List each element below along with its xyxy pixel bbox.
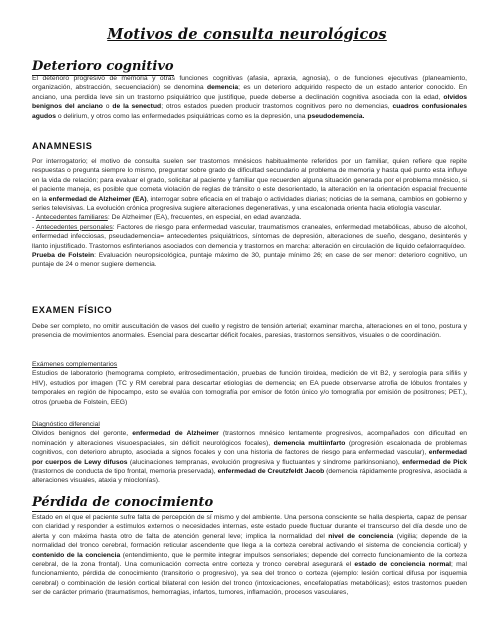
perdida-paragraph: Estado en el que el paciente sufre falta de percepción de sí mismo y del ambiente. Una persona consciente se halla despierta, capaz de pensar con claridad y responder a estímulos externos o necesidades internas, este estado puede fluctuar durante el transcurso del día desde uno de alerta y con máxima hasta otro de falta de atención general leve; implica la normalidad del nivel de conciencia (vigilia; depende de la normalidad del tronco cerebral, formación reticular ascendente que llega a la corteza cerebral activando el sistema de conciencia cortical) y contenido de la conciencia (entendimiento, que le permite integrar impulsos sensoriales; depende del correcto funcionamiento de la corteza cerebral, de la zona frontal). Una comunicación correcta entre corteza y tronco cerebral asegurará el estado de conciencia normal; mal funcionamiento, pérdida de conocimiento (transitorio o progresivo), ya sea del tronco o corteza (ejemplo: lesión cortical difusa por isquemia cerebral) o combinación de lesión cortical bilateral con lesión del tronco (intoxicaciones, encefalopatías metabólicas); estos trastornos pueden ser de carácter primario (traumatismos, hemorragias, infartos, tumores, inflamación, procesos vasculares, [32, 514, 467, 597]
complementarios-heading: Exámenes complementarios [32, 361, 118, 368]
examen-body [32, 322, 467, 341]
deterioro-paragraph: El deterioro progresivo de memoria y otras funciones cognitivas (afasia, apraxia, agnosia), o de funciones ejecutivas (planeamiento, organización, abstracción, secuenciación) se denomina demencia; es un deterioro adquirido respecto de un estado anterior conocido. En anciano, una perdida leve sin un trastorno psiquiátrico que justifique, puede deberse a declinación cognitiva asociada con la edad, olvidos benignos del anciano o de la senectud; otros estados pueden producir trastornos cognitivos pero no demencias, cuadros confusionales agudos o delirium, y otros como las enfermedades psiquiátricas como es la depresión, una pseudodemencia. [32, 75, 467, 120]
anamnesis-paragraph: Por interrogatorio; el motivo de consulta suelen ser trastornos mnésicos habitualmente referidos por un familiar, quien refiere que repite respuestas o pregunta siempre lo mismo, preguntar sobre grado de dificultad secundario al problema de memoria y hasta qué punto esta influye en la vida de relación; para evaluar el grado, solicitar al paciente y familiar que recuerden alguna situación generada por el problema mnésico, si el paciente maneja, es posible que cometa violación de reglas de tránsito o este desorientado, la alteración en la orientación espacial frecuente en la enfermedad de Alzheimer (EA), interrogar sobre eficacia en el trabajo o actividades diarias; noticias de la semana, cambios en gobierno y series televisivas. La evolución crónica progresiva sugiere alteraciones degenerativas, y una escalonada orienta hacia etiología vascular. [32, 158, 467, 213]
anamnesis-body [32, 157, 467, 270]
examen-paragraph: Debe ser completo, no omitir auscultación de vasos del cuello y registro de tensión arterial; examinar marcha, alteraciones en el tono, postura y presencia de movimientos anormales. Esencial para descartar déficit focales, paresias, trastornos sensitivos, visuales o de coordinación. [32, 323, 467, 340]
diagnostico-diferencial [32, 420, 467, 486]
perdida-body [32, 513, 467, 598]
section-examen [32, 305, 467, 315]
diagnostico-paragraph: Olvidos benignos del geronte, enfermedad de Alzheimer (trastornos mnésico lentamente progresivos, acompañados con dificultad en nominación y alteraciones visuoespaciales, sin déficit neurológicos focales), demencia multiinfarto (progresión escalonada de problemas cognitivos, con deterioro abrupto, asociada a signos focales y con una historia de factores de riesgo para enfermedad vascular), enfermedad por cuerpos de Lewy difusos (alucinaciones tempranas, evolución progresiva y fluctuantes y síndrome parkinsoniano), enfermedad de Pick (trastornos de conducta de tipo frontal, memoria preservada), enfermedad de Creutzfeldt Jacob (demencia rápidamente progresiva, asociada a alteraciones visuales, ataxia y mioclonías). [32, 430, 467, 485]
heading-examen-fisico: EXAMEN FÍSICO [32, 305, 113, 315]
complementarios-paragraph: Estudios de laboratorio (hemograma completo, eritrosedimentación, pruebas de función tiroidea, medición de vit B2, y serología para sífilis y HIV), estudios por imagen (TC y RM cerebral para descartar etiologías de demencia; en EA puede observarse atrofia de lóbulos frontales y temporales en región de hipocampo, esto se evalúa con tomografía por emisor de fotón único y/o tomografía por emisión de positrones; PET.), otros (prueba de Folstein, EEG) [32, 370, 467, 406]
heading-perdida-conocimiento: Pérdida de conocimiento [32, 495, 214, 510]
complementarios [32, 360, 467, 407]
section-anamnesis [32, 141, 467, 151]
heading-anamnesis: ANAMNESIS [32, 141, 93, 151]
antecedentes-personales: - Antecedentes personales: Factores de riesgo para enfermedad vascular, traumatismos craneales, enfermedad metabólicas, abuso de alcohol, enfermedad infecciosas, pseudademencia= antecedentes psiquiátricos, síntomas de depresión, alteraciones de sueño, desgano, desinterés y llanto injustificado. Trastornos esfinterianos asociados con demencia y trastornos en marcha: alteración en circulación de liquido cefalorraquídeo. [32, 223, 467, 250]
diagnostico-heading: Diagnóstico diferencial [32, 421, 100, 428]
antecedentes-familiares: - Antecedentes familiares: De Alzheimer (EA), frecuentes, en especial, en edad avanzada. [32, 214, 302, 222]
page-title: Motivos de consulta neurológicos [107, 26, 387, 43]
section-perdida [32, 493, 467, 512]
heading-deterioro: Deterioro cognitivo [32, 59, 174, 74]
prueba-folstein: Prueba de Folstein: Evaluación neuropsicológica, puntaje máximo de 30, puntaje mínimo 26; en case de ser menor: deterioro cognitivo, un puntaje de 24 o menor sugiere demencia. [32, 252, 467, 269]
deterioro-body [32, 74, 467, 121]
